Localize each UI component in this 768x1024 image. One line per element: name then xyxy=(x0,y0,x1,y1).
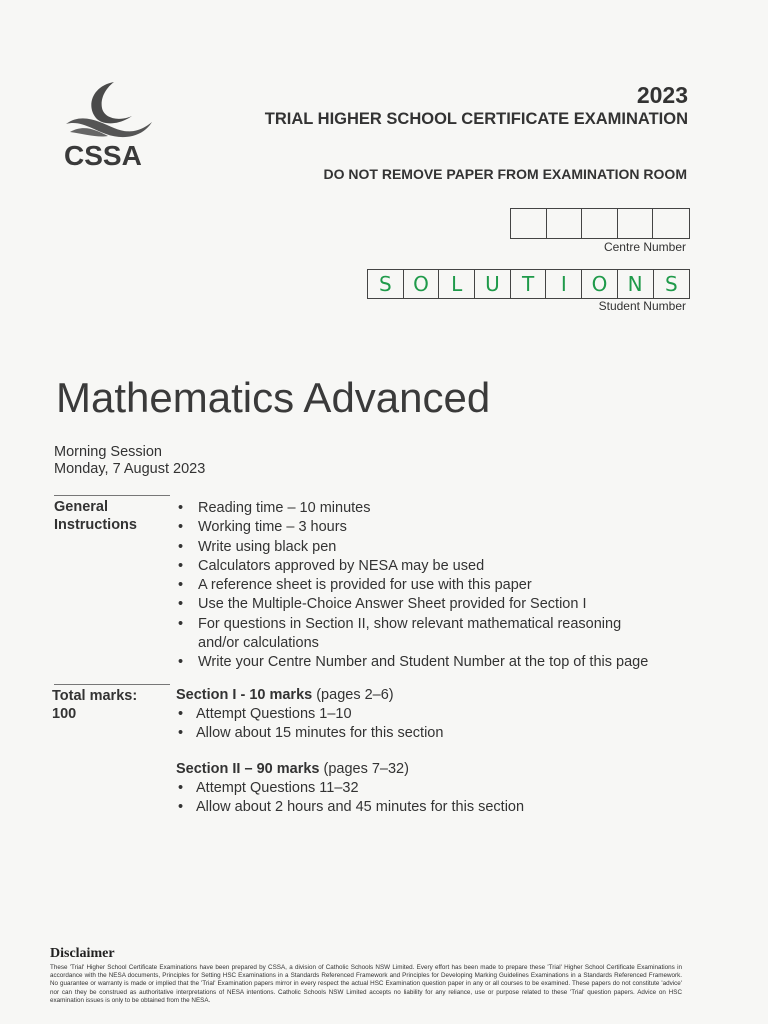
student-number-cell[interactable]: O xyxy=(404,270,440,298)
instruction-item: • Write using black pen xyxy=(176,538,648,557)
instruction-item: • Calculators approved by NESA may be used xyxy=(176,557,648,576)
student-number-cell[interactable]: U xyxy=(475,270,511,298)
session-date: Monday, 7 August 2023 xyxy=(54,461,206,477)
exam-year: 2023 xyxy=(636,82,688,108)
disclaimer-title: Disclaimer xyxy=(50,946,115,961)
section-2-heading xyxy=(176,760,524,779)
section-2-list xyxy=(176,779,524,817)
instruction-item-line: and/or calculations xyxy=(198,635,319,652)
student-number-cell[interactable]: S xyxy=(664,272,678,296)
instruction-item xyxy=(176,615,648,654)
student-number-cell[interactable]: N xyxy=(618,270,654,298)
centre-number-cell[interactable] xyxy=(653,209,689,238)
centre-number-cell[interactable] xyxy=(618,209,654,238)
logo-wordmark: CSSA xyxy=(64,140,142,171)
instruction-item: • Write your Centre Number and Student Number at the top of this page xyxy=(176,653,648,672)
student-number-cell[interactable]: I xyxy=(546,270,582,298)
disclaimer-text: These 'Trial' Higher School Certificate Examinations have been prepared by CSSA, a division of Catholic Schools NSW Limited. Every effort has been made to prepare these 'Trial' Higher School Certificate Examinations in accordance with the NESA documents, Principles for Setting HSC Examinations in a Standards Referenced Framework and Principles for Developing Marking Guidelines Examinations in a Standards Referenced Framework. No guarantee or warranty is made or implied that the 'Trial' Examination papers mirror in every respect the actual HSC Examination question paper in any or all courses to be examined. These papers do not constitute 'advice' nor can they be construed as authoritative interpretations of NESA intentions. Catholic Schools NSW Limited accepts no liability for any reliance, use or purpose related to these 'Trial' question papers. Advice on HSC examination issues is only to be obtained from the NESA. xyxy=(50,964,682,1004)
centre-number-boxes[interactable] xyxy=(510,208,690,239)
cssa-logo xyxy=(60,78,160,178)
section-2-item: • Attempt Questions 11–32 xyxy=(176,779,524,798)
subject-title: Mathematics Advanced xyxy=(56,374,491,421)
centre-number-label: Centre Number xyxy=(603,240,686,254)
centre-number-cell[interactable] xyxy=(511,209,547,238)
general-instructions-label-line: General xyxy=(54,499,108,515)
student-number-cell[interactable]: O xyxy=(582,270,618,298)
section-1-title: Section I - 10 marks xyxy=(176,687,313,703)
section-2-title: Section II – 90 marks xyxy=(176,761,320,777)
divider-rule xyxy=(54,684,170,685)
centre-number-cell[interactable] xyxy=(547,209,583,238)
section-1-pages: (pages 2–6) xyxy=(312,687,394,703)
total-marks-value: 100 xyxy=(52,706,77,722)
general-instructions-label xyxy=(54,498,137,534)
section-2-block xyxy=(176,760,524,817)
total-marks-heading: Total marks: xyxy=(52,688,138,704)
student-number-cell[interactable]: L xyxy=(439,270,475,298)
section-1-heading xyxy=(176,686,443,705)
divider-rule xyxy=(54,495,170,496)
exam-title: TRIAL HIGHER SCHOOL CERTIFICATE EXAMINATION xyxy=(264,110,688,128)
section-1-item: • Attempt Questions 1–10 xyxy=(176,705,443,724)
total-marks-label xyxy=(52,687,137,723)
student-number-label: Student Number xyxy=(598,299,686,313)
no-remove-notice: DO NOT REMOVE PAPER FROM EXAMINATION ROOM xyxy=(323,166,687,182)
instruction-item: • Reading time – 10 minutes xyxy=(176,499,648,518)
instruction-item-line: • For questions in Section II, show relevant mathematical reasoning xyxy=(198,615,622,632)
cssa-swoosh-icon xyxy=(62,78,154,140)
section-1-item: • Allow about 15 minutes for this section xyxy=(176,724,443,743)
student-number-cell[interactable]: S xyxy=(368,270,404,298)
section-2-pages: (pages 7–32) xyxy=(319,761,409,777)
general-instructions-label-line: Instructions xyxy=(54,517,137,533)
section-2-item: • Allow about 2 hours and 45 minutes for this section xyxy=(176,798,524,817)
instruction-item: • Use the Multiple-Choice Answer Sheet provided for Section I xyxy=(176,595,648,614)
instruction-item: • A reference sheet is provided for use with this paper xyxy=(176,576,648,595)
centre-number-cell[interactable] xyxy=(582,209,618,238)
student-number-boxes[interactable] xyxy=(367,269,690,299)
student-number-cell[interactable]: T xyxy=(511,270,547,298)
instruction-item: • Working time – 3 hours xyxy=(176,518,648,537)
section-1-block xyxy=(176,686,443,743)
session-name: Morning Session xyxy=(54,444,162,460)
section-1-list xyxy=(176,705,443,743)
general-instructions-list xyxy=(176,499,648,673)
session-info xyxy=(54,444,205,478)
